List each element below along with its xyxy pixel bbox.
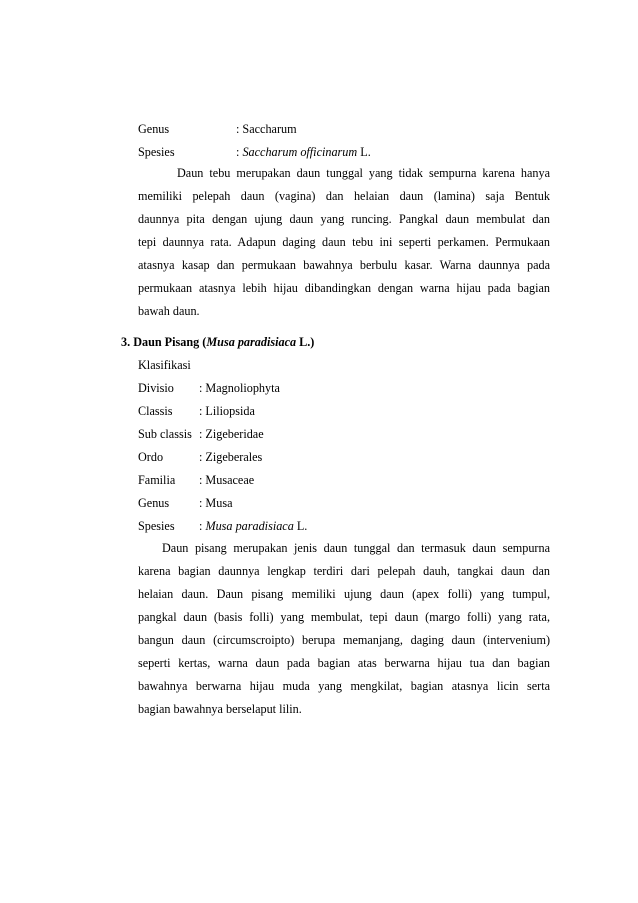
paragraph-line: Daun pisang merupakan jenis daun tunggal dan termasuk daun sempurna [162,541,550,555]
taxonomy-value: : Magnoliophyta [199,381,280,395]
taxonomy-value: : Musaceae [199,473,255,487]
value-suffix: L. [357,145,371,159]
taxonomy-value: : Musa [199,496,233,510]
taxonomy-key: Spesies [138,145,175,159]
value-suffix: L. [293,519,308,533]
paragraph-line: daunnya pita dengan ujung daun yang runcing. Pangkal daun membulat dan [138,212,550,226]
taxonomy-key: Familia [138,473,176,487]
paragraph-line: karena bagian daunnya lengkap terdiri dari pelepah dauh, tangkai daun dan [138,564,550,578]
species-name-italic: Saccharum officinarum [242,145,358,159]
paragraph-line: bangun daun (circumscroipto) berupa memanjang, daging daun (intervenium) [138,633,550,647]
section-heading [121,335,314,350]
paragraph-line: pangkal daun (basis folli) yang membulat, tepi daun (margo folli) yang rata, [138,610,550,624]
paragraph-line: Daun tebu merupakan daun tunggal yang tidak sempurna karena hanya [177,166,550,180]
heading-prefix: 3. Daun Pisang ( [121,335,207,349]
paragraph-line: permukaan atasnya lebih hijau dibandingkan dengan warna hijau pada bagian [138,281,550,295]
paragraph-line: seperti kertas, warna daun pada bagian atas berwarna hijau tua dan bagian [138,656,550,670]
taxonomy-key: Spesies [138,519,175,533]
taxonomy-value [199,519,307,534]
taxonomy-value: : Zigeberidae [199,427,264,441]
heading-italic: Musa paradisiaca [206,335,297,349]
paragraph-line: bawah daun. [138,304,200,318]
taxonomy-key: Divisio [138,381,174,395]
paragraph-line: memiliki pelepah daun (vagina) dan helaian daun (lamina) saja Bentuk [138,189,550,203]
value-prefix: : [199,519,206,533]
value-prefix: : [236,145,243,159]
taxonomy-key: Genus [138,496,170,510]
taxonomy-value: : Saccharum [236,122,297,136]
paragraph-line: tepi daunnya rata. Adapun daging daun tebu ini seperti perkamen. Permukaan [138,235,550,249]
taxonomy-key: Genus [138,122,170,136]
taxonomy-key: Classis [138,404,173,418]
klasifikasi-label: Klasifikasi [138,358,191,372]
taxonomy-value: : Zigeberales [199,450,263,464]
paragraph-line: bawahnya berwarna hijau muda yang mengkilat, bagian atasnya licin serta [138,679,550,693]
heading-suffix: L.) [296,335,315,349]
paragraph-line: atasnya kasap dan permukaan bawahnya berbulu kasar. Warna daunnya pada [138,258,550,272]
paragraph-line: helaian daun. Daun pisang memiliki ujung daun (apex folli) yang tumpul, [138,587,550,601]
paragraph-line: bagian bawahnya berselaput lilin. [138,702,302,716]
taxonomy-value [236,145,371,160]
taxonomy-key: Sub classis [138,427,192,441]
species-name-italic: Musa paradisiaca [205,519,294,533]
taxonomy-value: : Liliopsida [199,404,255,418]
taxonomy-key: Ordo [138,450,164,464]
